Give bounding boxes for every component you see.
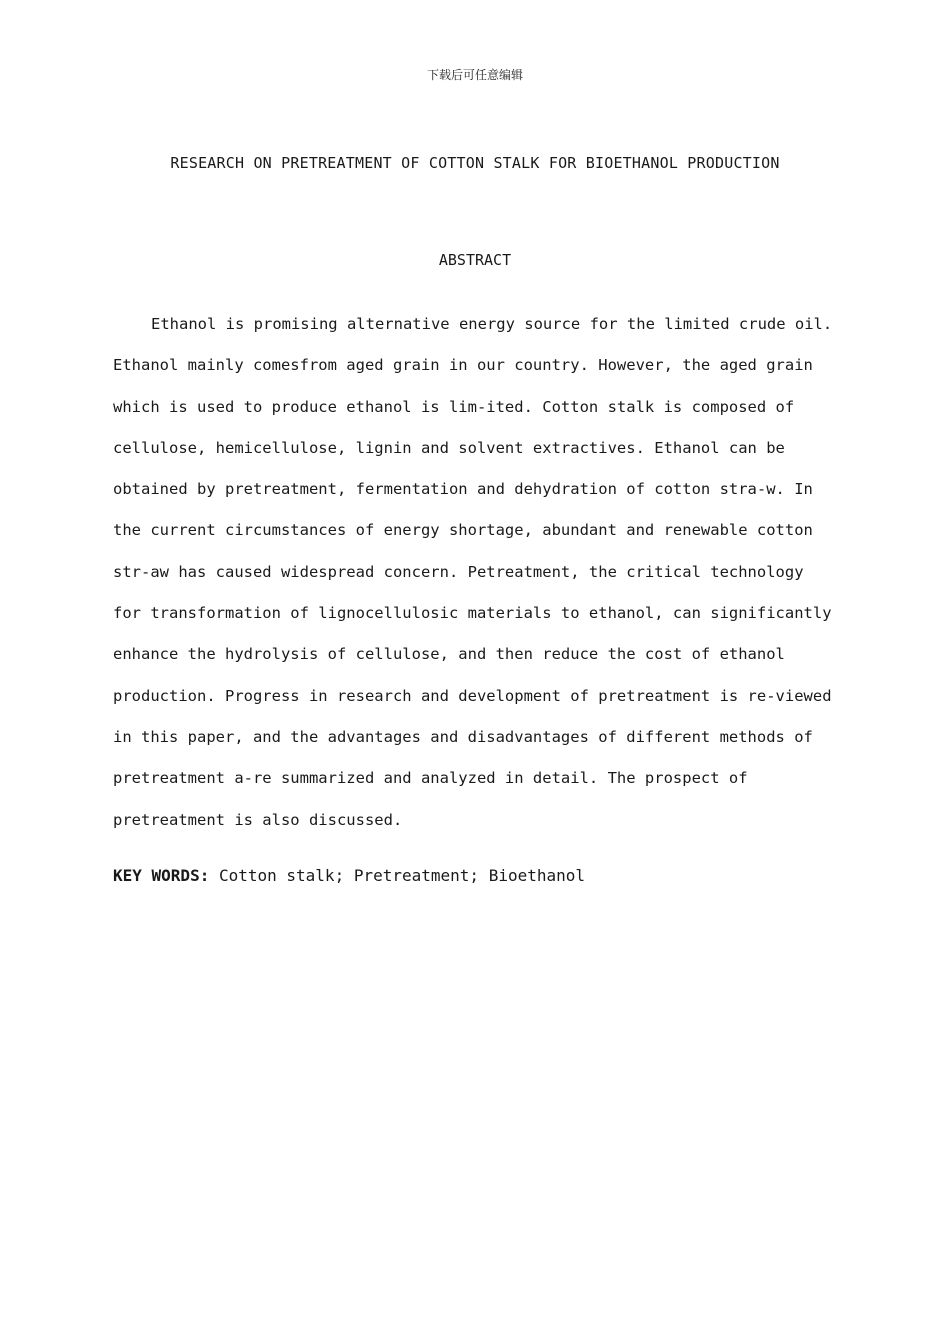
paper-title: RESEARCH ON PRETREATMENT OF COTTON STALK FOR BIOETHANOL PRODUCTION (170, 154, 780, 172)
keywords-line (113, 866, 837, 885)
abstract-heading: ABSTRACT (438, 251, 512, 269)
header-note: 下载后可任意编辑 (426, 68, 523, 82)
keywords-label: KEY WORDS: (113, 866, 210, 885)
keywords-value: Cotton stalk; Pretreatment; Bioethanol (218, 866, 586, 885)
abstract-body: Ethanol is promising alternative energy source for the limited crude oil. Ethanol mainly comesfrom aged grain in our country. However, the aged grain which is used to produce ethanol is lim-ited. Cotton stalk is composed of cellulose, hemicellulose, lignin and solvent extractives. Ethanol can be obtained by pretreatment, fermentation and dehydration of cotton stra-w. In the current circumstances of energy shortage, abundant and renewable cotton str-aw has caused widespread concern. Petreatment, the critical technology for transformation of lignocellulosic materials to ethanol, can significantly enhance the hydrolysis of cellulose, and then reduce the cost of ethanol production. Progress in research and development of pretreatment is re-viewed in this paper, and the advantages and disadvantages of different methods of pretreatment a-re summarized and analyzed in detail. The prospect of pretreatment is also discussed. (113, 315, 833, 829)
